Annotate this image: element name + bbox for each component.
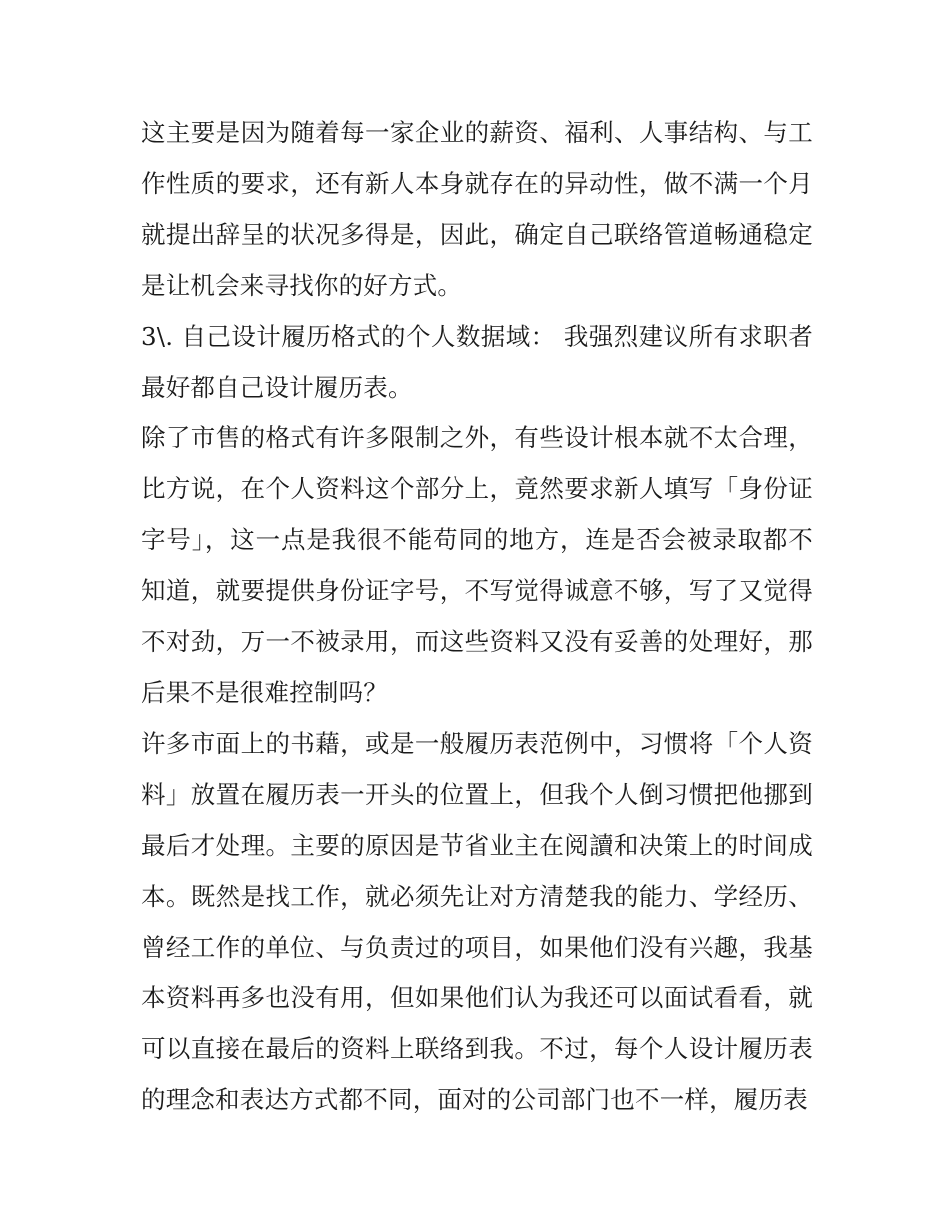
paragraph-personal-info-placement: 许多市面上的书藉，或是一般履历表范例中，习惯将「个人资料」放置在履历表一开头的位置上，但我个人倒习惯把他挪到最后才处理。主要的原因是节省业主在阅讀和决策上的时间成本。既然是找工作，就必须先让对方清楚我的能力、学经历、曾经工作的单位、与负责过的项目，如果他们没有兴趣，我基本资料再多也没有用，但如果他们认为我还可以面试看看，就可以直接在最后的资料上联络到我。不过，每个人设计履历表的理念和表达方式都不同，面对的公司部门也不一样，履历表	[141, 728, 813, 1115]
paragraph-contact-stability: 这主要是因为随着每一家企业的薪资、福利、人事结构、与工作性质的要求，还有新人本身就存在的异动性，做不满一个月就提出辞呈的状况多得是，因此，确定自己联络管道畅通稳定是让机会来寻找你的好方式。	[141, 118, 813, 300]
document-body	[141, 108, 813, 1126]
paragraph-section-3-heading: 3\. 自己设计履历格式的个人数据域： 我强烈建议所有求职者最好都自己设计履历表。	[141, 321, 813, 402]
paragraph-format-limitations: 除了市售的格式有许多限制之外，有些设计根本就不太合理，比方说，在个人资料这个部分上，竟然要求新人填写「身份证字号」，这一点是我很不能苟同的地方，连是否会被录取都不知道，就要提供身份证字号，不写觉得诚意不够，写了又觉得不对劲，万一不被录用，而这些资料又没有妥善的处理好，那后果不是很难控制吗？	[141, 423, 813, 707]
